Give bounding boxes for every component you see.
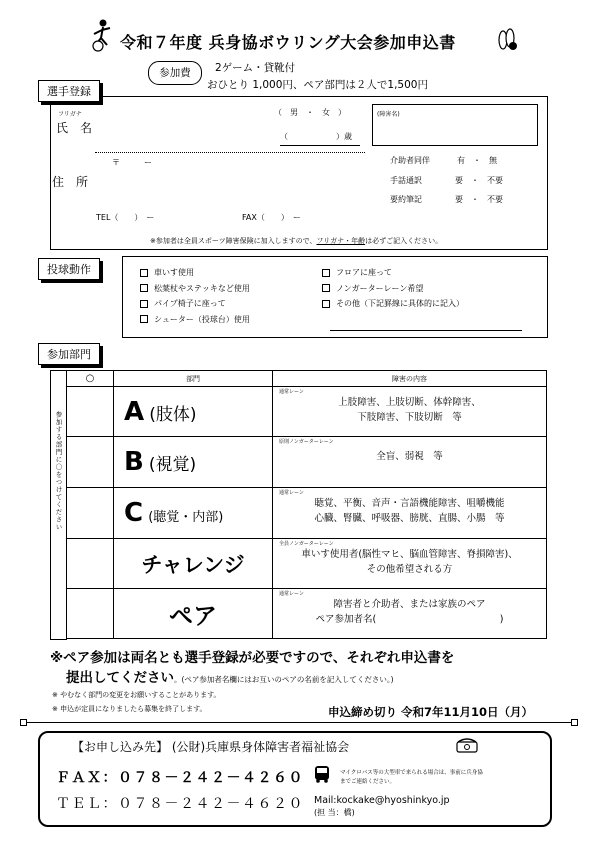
- header-content: 障害の内容: [273, 371, 547, 387]
- content-line-2: 心臓、腎臓、呼吸器、膀胱、直腸、小腸 等: [314, 513, 505, 524]
- header-division: 部門: [114, 371, 273, 387]
- other-detail-line[interactable]: [330, 330, 522, 331]
- lane-note: 通常レーン: [279, 490, 304, 496]
- microbus-icon: [314, 765, 330, 783]
- throwing-left-list: [140, 265, 250, 327]
- address-field[interactable]: [110, 170, 370, 200]
- checkbox-icon: [140, 284, 148, 292]
- division-header-row: [67, 371, 547, 387]
- division-row-a: [67, 387, 547, 437]
- bowling-pins-icon: [495, 24, 519, 52]
- page-title: 令和７年度 兵身協ボウリング大会参加申込書: [120, 33, 456, 52]
- option-floor[interactable]: [322, 265, 464, 281]
- bus-note-2: までご連絡ください。: [340, 779, 396, 785]
- division-content-a: [273, 387, 547, 437]
- insurance-note: [150, 236, 442, 246]
- gender-select[interactable]: （ 男 ・ 女 ）: [274, 108, 346, 117]
- division-name-c: [114, 488, 273, 539]
- division-label: チャレンジ: [141, 552, 245, 577]
- option-crutches[interactable]: [140, 281, 250, 297]
- pair-notice-2: [66, 666, 394, 686]
- division-row-challenge: [67, 539, 547, 589]
- content-line-1: 全盲、弱視 等: [376, 451, 443, 462]
- division-label: (肢体): [149, 404, 197, 425]
- division-side-note-text: 参加する部門に〇をつけてください: [54, 411, 63, 531]
- pair-notice-2-small: 。(ペア参加者名欄にはお互いのペアの名前を記入してください。): [174, 675, 394, 684]
- tab-division: 参加部門: [38, 343, 100, 365]
- division-content-pair: [273, 589, 547, 639]
- division-content-c: [273, 488, 547, 539]
- option-nongutter[interactable]: [322, 281, 464, 297]
- checkbox-icon: [322, 284, 330, 292]
- header-mark: ○: [67, 371, 114, 387]
- lane-note: 原則ノンガーターレーン: [279, 439, 334, 445]
- option-label: シューター（投球台）使用: [154, 314, 250, 324]
- division-side-note: [50, 370, 67, 640]
- option-label: パイプ椅子に座って: [154, 299, 226, 308]
- tab-throwing: 投球動作: [38, 258, 100, 280]
- insurance-note-suffix: は必ずご記入ください。: [365, 237, 443, 245]
- content-line-1: 聴覚、平衡、音声・言語機能障害、咀嚼機能: [314, 498, 505, 509]
- name-divider: [95, 152, 365, 153]
- content-line-2: その他希望される方: [366, 564, 453, 575]
- throwing-right-list: [322, 265, 464, 312]
- checkbox-icon: [140, 300, 148, 308]
- telephone-icon: [455, 737, 481, 753]
- age-underline: [280, 145, 360, 146]
- contact-mail[interactable]: Mail:kockake@hyoshinkyo.jp: [314, 795, 450, 806]
- division-name-pair: [114, 589, 273, 639]
- fee-line-2: おひとり 1,000円、ペア部門は２人で1,500円: [207, 79, 428, 91]
- content-line-1: 上肢障害、上肢切断、体幹障害、: [338, 397, 481, 408]
- pair-partner-field[interactable]: ペア参加者名( ): [315, 614, 504, 625]
- sign-language-options[interactable]: 要 ・ 不要: [455, 176, 503, 185]
- mark-cell-pair[interactable]: [67, 589, 114, 639]
- checkbox-icon: [322, 269, 330, 277]
- cut-line-left-tick: [20, 719, 27, 726]
- contact-tel: ＴＥＬ：０７８－２４２－４６２０: [56, 796, 304, 812]
- fee-line-1: 2ゲーム・貸靴付: [215, 62, 296, 74]
- division-table: [66, 370, 547, 639]
- division-content-challenge: [273, 539, 547, 589]
- fee-badge-label: 参加費: [159, 67, 191, 79]
- contact-fax: ＦＡＸ：０７８－２４２－４２６０: [56, 770, 304, 786]
- contact-person: (担 当：橋): [314, 808, 355, 817]
- division-row-pair: [67, 589, 547, 639]
- insurance-note-emphasis: フリガナ・年齢: [316, 237, 366, 245]
- mark-cell-c[interactable]: [67, 488, 114, 539]
- postal-field[interactable]: 〒 ー: [112, 158, 152, 167]
- mark-cell-b[interactable]: [67, 437, 114, 488]
- checkbox-icon: [140, 269, 148, 277]
- division-name-b: [114, 437, 273, 488]
- mark-cell-challenge[interactable]: [67, 539, 114, 589]
- division-name-a: [114, 387, 273, 437]
- lane-note: 通常レーン: [279, 591, 304, 597]
- disability-label: (障害名): [377, 111, 400, 118]
- cut-line: [22, 722, 574, 723]
- option-pipe-chair[interactable]: [140, 296, 250, 312]
- option-other[interactable]: [322, 296, 464, 312]
- content-line-1: 車いす使用者(脳性マヒ、脳血管障害、脊損障害)、: [301, 549, 518, 560]
- division-row-c: [67, 488, 547, 539]
- insurance-note-prefix: ※参加者は全員スポーツ障害保険に加入しますので、: [150, 237, 317, 245]
- option-label: その他（下記罫線に具体的に記入）: [336, 299, 464, 308]
- division-name-challenge: [114, 539, 273, 589]
- name-label: 氏 名: [56, 121, 93, 135]
- notice-capacity: ※ 申込が定員になりましたら募集を終了します。: [52, 705, 207, 713]
- lane-note: 全員ノンガーターレーン: [279, 541, 334, 547]
- content-line-2: 下肢障害、下肢切断 等: [357, 412, 462, 423]
- checkbox-icon: [322, 300, 330, 308]
- age-field[interactable]: （ ）歳: [280, 132, 352, 141]
- tab-registration: 選手登録: [38, 80, 100, 102]
- caregiver-options[interactable]: 有 ・ 無: [457, 156, 497, 165]
- furigana-label: フリガナ: [58, 111, 82, 118]
- content-line-1: 障害者と介助者、または家族のペア: [333, 599, 486, 610]
- division-row-b: [67, 437, 547, 488]
- division-letter: A: [124, 396, 145, 427]
- contact-header: 【お申し込み先】 (公財)兵庫県身体障害者福祉協会: [72, 740, 350, 754]
- sign-language-label: 手話通訳: [390, 176, 422, 185]
- option-label: 車いす使用: [154, 268, 194, 277]
- division-content-b: [273, 437, 547, 488]
- summary-writing-options[interactable]: 要 ・ 不要: [455, 195, 503, 204]
- disability-box[interactable]: [372, 104, 538, 146]
- pair-notice-2-main: 提出してください: [66, 670, 174, 686]
- bus-note-1: マイクロバス等の大型車で来られる場合は、事前に兵身協: [340, 770, 483, 776]
- summary-writing-label: 要約筆記: [390, 195, 422, 204]
- mark-cell-a[interactable]: [67, 387, 114, 437]
- division-letter: C: [124, 498, 144, 528]
- address-label: 住 所: [52, 175, 89, 189]
- division-label: (聴覚・内部): [148, 510, 224, 525]
- caregiver-label: 介助者同伴: [390, 156, 430, 165]
- option-label: 松葉杖やステッキなど使用: [154, 283, 250, 293]
- option-shooter[interactable]: [140, 312, 250, 328]
- division-label: (視覚): [148, 455, 197, 475]
- tel-field[interactable]: TEL（ ） ー: [96, 213, 155, 222]
- fax-field[interactable]: FAX（ ） ー: [242, 213, 301, 222]
- division-letter: B: [124, 447, 144, 477]
- cut-line-right-tick: [571, 719, 578, 726]
- fee-badge: [148, 61, 202, 85]
- option-label: ノンガーターレーン希望: [336, 283, 424, 293]
- deadline: 申込締め切り 令和7年11月10日（月）: [328, 705, 534, 719]
- bowler-icon: [90, 18, 116, 54]
- checkbox-icon: [140, 315, 148, 323]
- division-label: ペア: [169, 602, 217, 630]
- pair-notice-1: ※ペア参加は両名とも選手登録が必要ですので、それぞれ申込書を: [50, 650, 455, 666]
- option-wheelchair[interactable]: [140, 265, 250, 281]
- option-label: フロアに座って: [336, 268, 392, 277]
- notice-change: ※ やむなく部門の変更をお願いすることがあります。: [52, 691, 221, 699]
- lane-note: 通常レーン: [279, 389, 304, 395]
